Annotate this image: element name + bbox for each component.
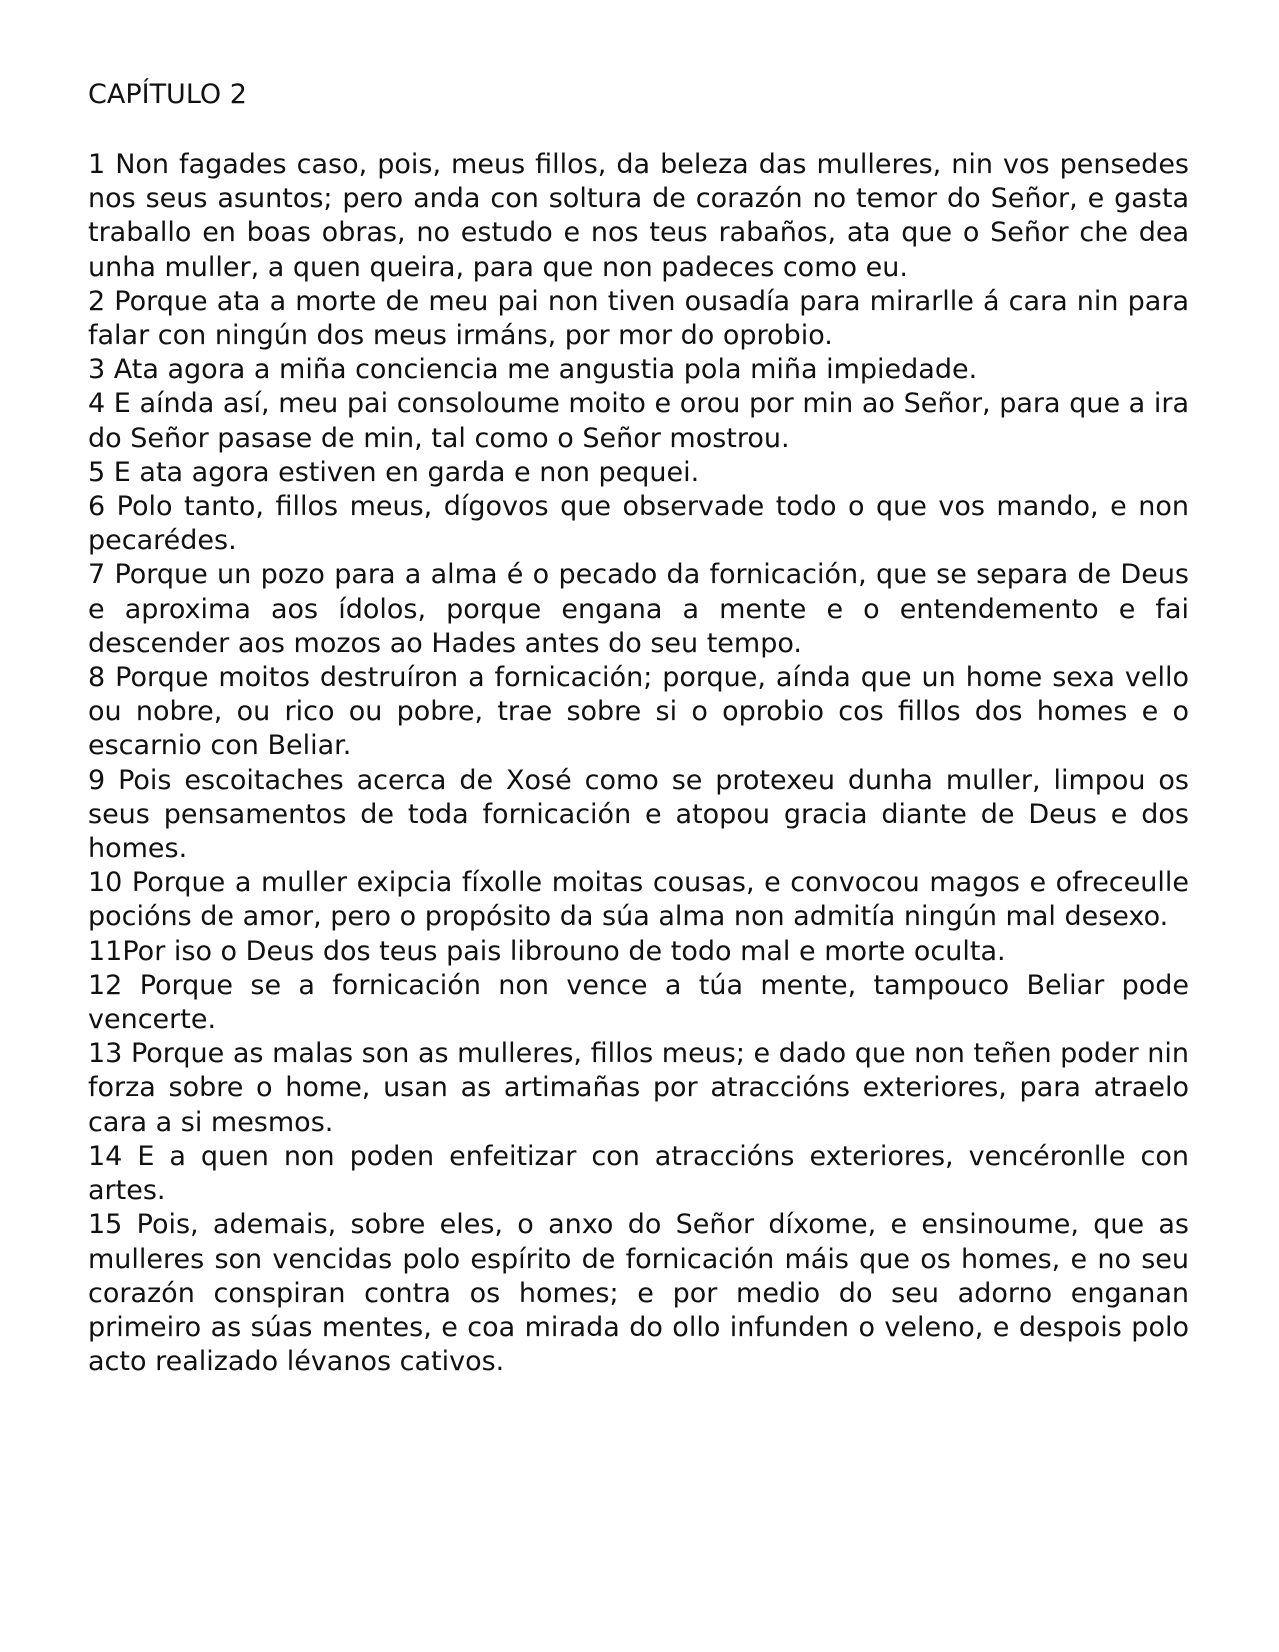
verse-14: 14 E a quen non poden enfeitizar con atraccións exteriores, vencéronlle con artes. [88, 1140, 1189, 1207]
verse-5: 5 E ata agora estiven en garda e non pequei. [88, 456, 700, 488]
verse-13: 13 Porque as malas son as mulleres, fillos meus; e dado que non teñen poder nin forza sobre o home, usan as artimañas por atraccións exteriores, para atraelo cara a si mesmos. [88, 1038, 1189, 1138]
verse-8: 8 Porque moitos destruíron a fornicación; porque, aínda que un home sexa vello ou nobre, ou rico ou pobre, trae sobre si o oprobio cos fillos dos homes e o escarnio con Beliar. [88, 662, 1189, 762]
verse-12: 12 Porque se a fornicación non vence a túa mente, tampouco Beliar pode vencerte. [88, 969, 1189, 1036]
verse-15: 15 Pois, ademais, sobre eles, o anxo do Señor díxome, e ensinoume, que as mulleres son vencidas polo espírito de fornicación máis que os homes, e no seu corazón conspiran contra os homes; e por medio do seu adorno enganan primeiro as súas mentes, e coa mirada do ollo infunden o veleno, e despois polo acto realizado lévanos cativos. [88, 1209, 1189, 1378]
verse-9: 9 Pois escoitaches acerca de Xosé como se protexeu dunha muller, limpou os seus pensamentos de toda fornicación e atopou gracia diante de Deus e dos homes. [88, 764, 1189, 865]
verse-4: 4 E aínda así, meu pai consoloume moito e orou por min ao Señor, para que a ira do Señor pasase de min, tal como o Señor mostrou. [88, 388, 1189, 454]
verse-10: 10 Porque a muller exipcia fíxolle moitas cousas, e convocou magos e ofreceulle pocións de amor, pero o propósito da súa alma non admitía ningún mal desexo. [88, 867, 1189, 933]
document-page [88, 78, 1189, 1379]
verse-2: 2 Porque ata a morte de meu pai non tiven ousadía para mirarlle á cara nin para falar con ningún dos meus irmáns, por mor do oprobio. [88, 285, 1189, 352]
verse-7: 7 Porque un pozo para a alma é o pecado da fornicación, que se separa de Deus e aproxima aos ídolos, porque engana a mente e o entendemento e fai descender aos mozos ao Hades antes do seu tempo. [88, 559, 1189, 659]
chapter-title: CAPÍTULO 2 [88, 79, 247, 110]
verse-3: 3 Ata agora a miña conciencia me angustia pola miña impiedade. [88, 354, 978, 386]
verse-6: 6 Polo tanto, fillos meus, dígovos que observade todo o que vos mando, e non pecarédes. [88, 491, 1189, 557]
verse-11: 11Por iso o Deus dos teus pais librouno de todo mal e morte oculta. [88, 935, 1006, 967]
verse-1: 1 Non fagades caso, pois, meus fillos, da beleza das mulleres, nin vos pensedes nos seus asuntos; pero anda con soltura de corazón no temor do Señor, e gasta traballo en boas obras, no estudo e nos teus rabaños, ata que o Señor che dea unha muller, a quen queira, para que non padeces como eu. [88, 149, 1189, 283]
